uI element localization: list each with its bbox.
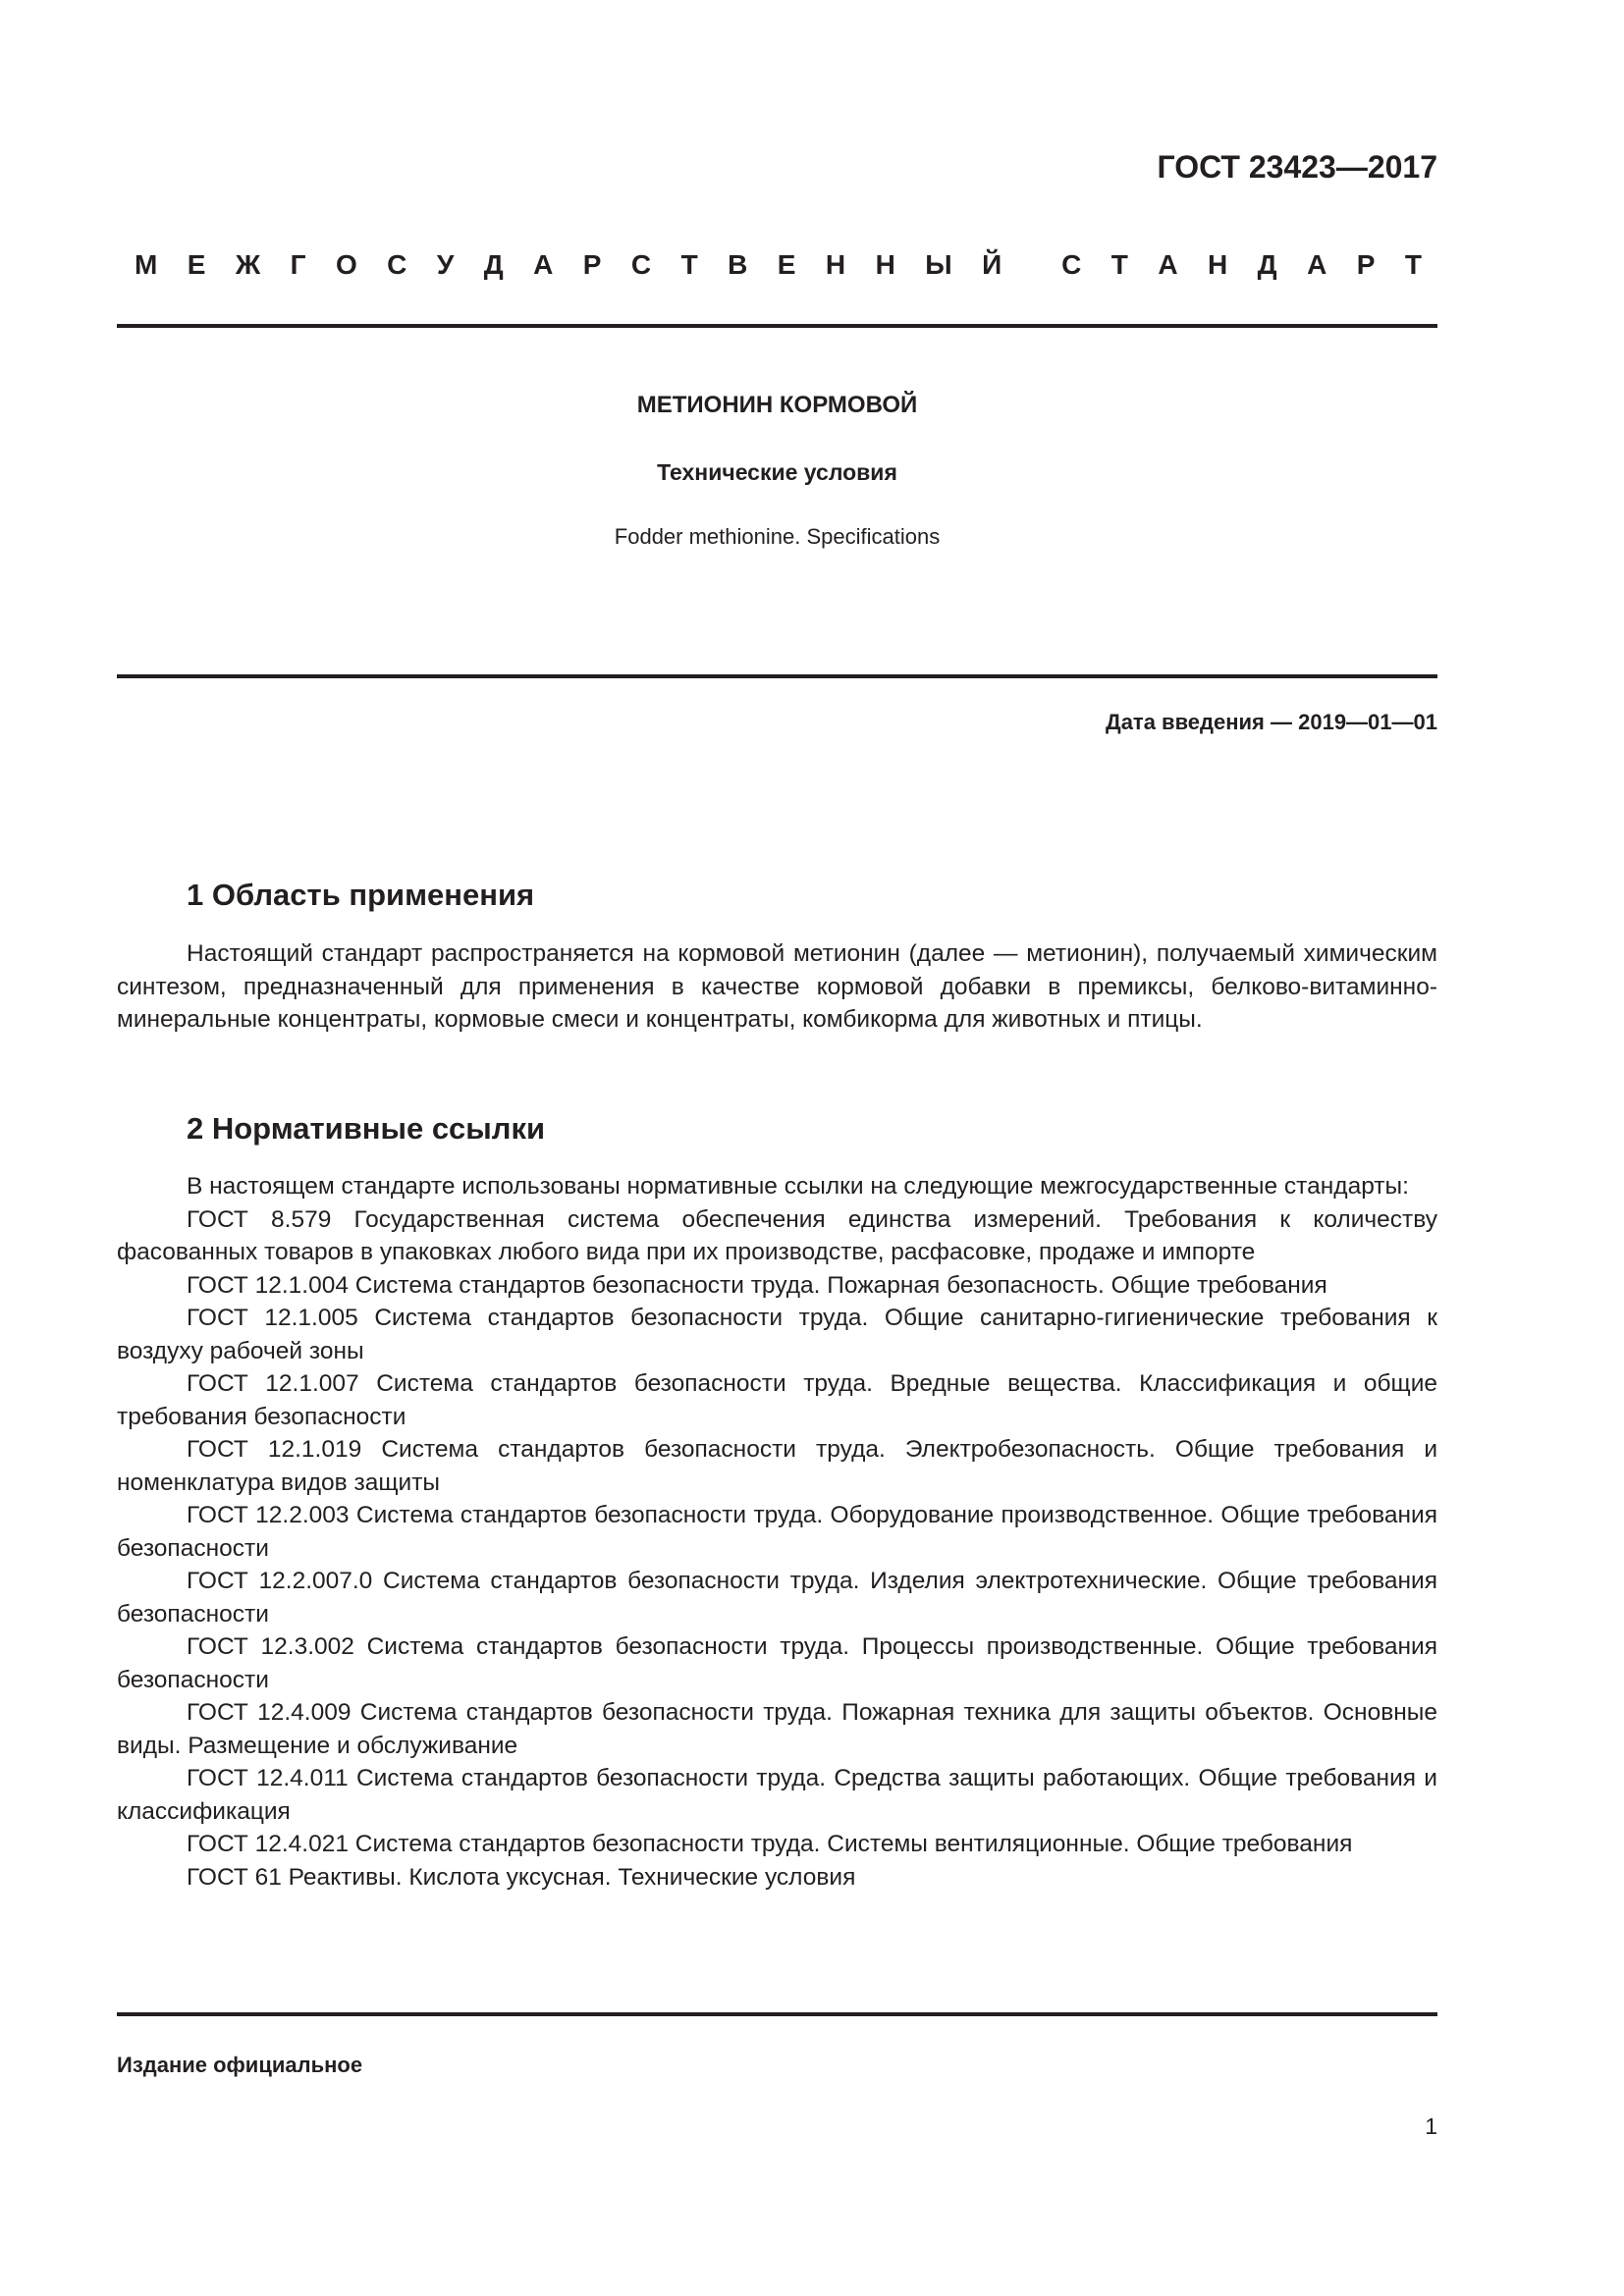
reference-title: Система стандартов безопасности труда. Пожарная техника для защиты объектов. Основные виды. Размещение и обслуживание <box>117 1699 1437 1759</box>
reference-code: ГОСТ 12.1.005 <box>187 1305 358 1331</box>
reference-title: Система стандартов безопасности труда. Вредные вещества. Классификация и общие требования безопасности <box>117 1370 1438 1430</box>
reference-item <box>117 1203 1437 1269</box>
title-divider <box>117 674 1437 678</box>
footer-divider <box>117 2012 1437 2016</box>
standard-type-letter: Н <box>1208 249 1228 280</box>
reference-title: Система стандартов безопасности труда. Электробезопасность. Общие требования и номенклатура видов защиты <box>117 1436 1437 1496</box>
document-number: ГОСТ 23423—2017 <box>1157 149 1437 185</box>
reference-title: Система стандартов безопасности труда. Общие санитарно-гигиенические требования к воздуху рабочей зоны <box>117 1305 1438 1364</box>
standard-type-letter: У <box>436 249 455 280</box>
reference-title: Государственная система обеспечения единства измерений. Требования к количеству фасованных товаров в упаковках любого вида при их производстве, расфасовке, продаже и импорте <box>117 1205 1437 1265</box>
references-intro: В настоящем стандарте использованы нормативные ссылки на следующие межгосударственные стандарты: <box>187 1173 1409 1200</box>
standard-type-letter: М <box>135 249 158 280</box>
reference-title: Реактивы. Кислота уксусная. Технические условия <box>288 1863 856 1891</box>
standard-type-letter: Д <box>483 249 504 280</box>
document-title-english: Fodder methionine. Specifications <box>614 524 941 549</box>
standard-type-letter: Ы <box>925 249 952 280</box>
standard-type-letter: Й <box>982 249 1002 280</box>
reference-title: Система стандартов безопасности труда. Оборудование производственное. Общие требования безопасности <box>117 1502 1437 1562</box>
reference-item <box>117 1861 1437 1895</box>
standard-type-letter: Е <box>777 249 796 280</box>
page-number: 1 <box>1425 2113 1437 2139</box>
reference-item <box>117 1269 1437 1303</box>
standard-type-letter: Р <box>582 249 602 280</box>
reference-item <box>117 1433 1437 1499</box>
standard-type-letter: Т <box>680 249 698 280</box>
standard-type-letter: Т <box>1404 249 1422 280</box>
reference-code: ГОСТ 12.4.011 <box>187 1765 349 1791</box>
standard-type-letter: А <box>1158 249 1178 280</box>
reference-list <box>117 1203 1437 1895</box>
reference-code: ГОСТ 8.579 <box>187 1205 332 1233</box>
reference-title: Система стандартов безопасности труда. Процессы производственные. Общие требования безопасности <box>117 1633 1437 1693</box>
reference-code: ГОСТ 12.2.003 <box>187 1502 350 1528</box>
reference-item <box>117 1696 1437 1762</box>
standard-type-letter: С <box>387 249 407 280</box>
reference-code: ГОСТ 12.3.002 <box>187 1633 354 1660</box>
reference-item <box>117 1762 1437 1828</box>
header-divider <box>117 324 1437 328</box>
standard-type-letter: С <box>630 249 652 280</box>
standard-type-letter: А <box>1307 249 1327 280</box>
section-body-scope <box>117 937 1437 1037</box>
reference-title: Система стандартов безопасности труда. Изделия электротехнические. Общие требования безопасности <box>117 1568 1437 1628</box>
reference-title: Система стандартов безопасности труда. Пожарная безопасность. Общие требования <box>354 1271 1327 1299</box>
reference-item <box>117 1565 1437 1630</box>
document-subtitle: Технические условия <box>657 459 897 485</box>
edition-label: Издание официальное <box>117 2053 363 2077</box>
reference-item <box>117 1828 1437 1861</box>
section-heading-scope: 1 Область применения <box>187 878 535 912</box>
standard-type-letter: О <box>335 249 357 280</box>
standard-type-letter: Н <box>875 249 895 280</box>
reference-item <box>117 1367 1437 1433</box>
standard-type-letter: Д <box>1257 249 1277 280</box>
standard-type-letter: В <box>728 249 748 280</box>
reference-code: ГОСТ 12.1.019 <box>187 1436 362 1463</box>
reference-title: Система стандартов безопасности труда. Средства защиты работающих. Общие требования и классификация <box>117 1765 1437 1825</box>
document-title: МЕТИОНИН КОРМОВОЙ <box>636 392 918 418</box>
reference-item <box>117 1499 1437 1565</box>
reference-code: ГОСТ 61 <box>187 1863 282 1891</box>
section-heading-normative-references: 2 Нормативные ссылки <box>187 1111 546 1146</box>
standard-type-letter: С <box>1061 249 1082 280</box>
reference-code: ГОСТ 12.4.009 <box>187 1699 352 1726</box>
reference-code: ГОСТ 12.1.007 <box>187 1370 359 1397</box>
reference-title: Система стандартов безопасности труда. Системы вентиляционные. Общие требования <box>354 1831 1353 1857</box>
introduction-date: Дата введения — 2019—01—01 <box>1106 710 1437 734</box>
standard-type-letter: Н <box>825 249 846 280</box>
reference-code: ГОСТ 12.1.004 <box>187 1271 349 1299</box>
reference-code: ГОСТ 12.4.021 <box>187 1831 349 1857</box>
reference-item <box>117 1630 1437 1696</box>
reference-code: ГОСТ 12.2.007.0 <box>187 1568 373 1594</box>
document-page <box>117 0 1437 2296</box>
section-body-normative-references <box>117 1170 1437 1894</box>
standard-type-letter: Г <box>290 249 306 280</box>
standard-type-heading <box>135 248 1422 282</box>
standard-type-letter: Т <box>1110 249 1128 280</box>
standard-type-letter: Ж <box>235 249 261 280</box>
standard-type-letter: Е <box>187 249 206 280</box>
paragraph: Настоящий стандарт распространяется на кормовой метионин (далее — метионин), получаемый химическим синтезом, предназначенный для применения в качестве кормовой добавки в премиксы, белково-витаминно-минеральные концентраты, кормовые смеси и концентраты, комбикорма для животных и птицы. <box>117 940 1437 1033</box>
standard-type-letter: А <box>533 249 554 280</box>
standard-type-letter: Р <box>1356 249 1376 280</box>
reference-item <box>117 1302 1437 1367</box>
